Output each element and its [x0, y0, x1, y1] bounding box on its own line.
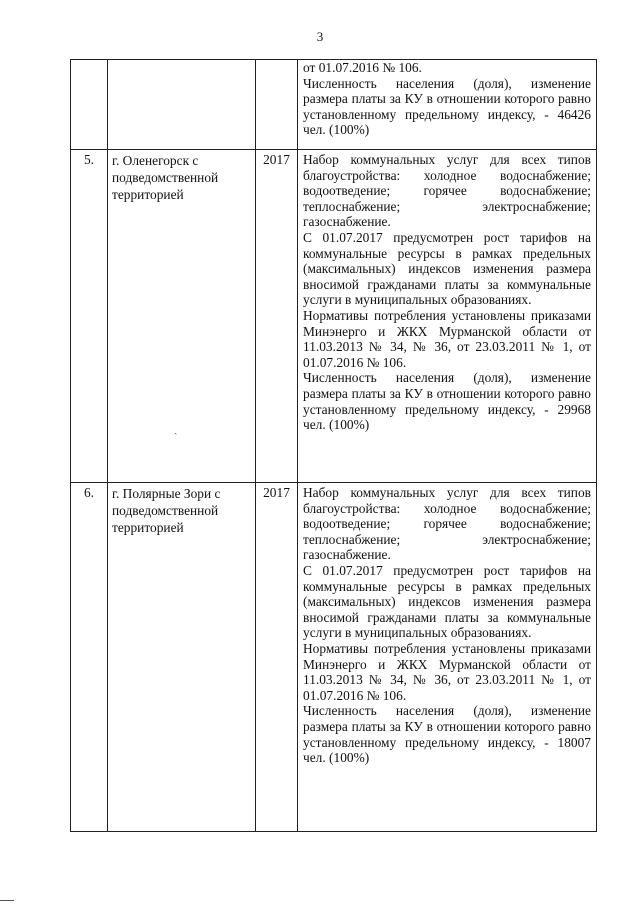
row-number-cell — [71, 60, 108, 150]
description-cell — [298, 483, 597, 832]
row-number: 6. — [83, 485, 95, 500]
row-number-cell — [71, 150, 108, 483]
description-cell — [298, 150, 597, 483]
row-number-cell — [71, 483, 108, 832]
description-paragraph: Численность населения (доля), изменение размера платы за КУ в отношении которого равно установленному предельному индексу, - 29968 чел. (100%) — [303, 370, 591, 433]
scan-speck: ˎ — [174, 424, 178, 435]
year: 2017 — [263, 485, 290, 500]
municipal-services-table — [70, 59, 597, 832]
year-cell — [256, 60, 298, 150]
description-paragraph: Численность населения (доля), изменение размера платы за КУ в отношении которого равно установленному предельному индексу, - 46426 чел. (100%) — [303, 75, 591, 138]
description-paragraph: С 01.07.2017 предусмотрен рост тарифов на коммунальные ресурсы в рамках предельных (максимальных) индексов изменения размера вносимой гражданами платы за коммунальные услуги в муниципальных образованиях. — [303, 229, 591, 308]
description-cell — [298, 60, 597, 150]
year-cell — [256, 150, 298, 483]
description-paragraph: С 01.07.2017 предусмотрен рост тарифов на коммунальные ресурсы в рамках предельных (максимальных) индексов изменения размера вносимой гражданами платы за коммунальные услуги в муниципальных образованиях. — [303, 562, 591, 641]
scan-edge-mark — [0, 900, 14, 901]
municipality-name: г. Оленегорск с подведомственной территорией — [112, 153, 219, 202]
description-paragraph: Нормативы потребления установлены приказами Минэнерго и ЖКХ Мурманской области от 11.03.2013 № 34, № 36, от 23.03.2011 № 1, от 01.07.2016 № 106. — [303, 640, 591, 703]
row-number — [71, 60, 107, 62]
description-paragraph: Численность населения (доля), изменение размера платы за КУ в отношении которого равно установленному предельному индексу, - 18007 чел. (100%) — [303, 703, 591, 766]
municipality-cell — [108, 60, 256, 150]
municipality-name: г. Полярные Зори с подведомственной территорией — [112, 486, 221, 535]
municipality-cell — [108, 483, 256, 832]
page-number: 3 — [316, 29, 324, 44]
year: 2017 — [263, 152, 290, 167]
description-paragraph: Набор коммунальных услуг для всех типов благоустройства: холодное водоснабжение; водоотведение; горячее водоснабжение; теплоснабжение; электроснабжение; газоснабжение. — [303, 152, 591, 230]
table-row — [71, 60, 597, 150]
year — [256, 60, 297, 62]
table-row — [71, 150, 597, 483]
table-row — [71, 483, 597, 832]
row-number: 5. — [83, 152, 95, 167]
municipality-cell — [108, 150, 256, 483]
year-cell — [256, 483, 298, 832]
description-paragraph: Набор коммунальных услуг для всех типов благоустройства: холодное водоснабжение; водоотведение; горячее водоснабжение; теплоснабжение; электроснабжение; газоснабжение. — [303, 485, 591, 563]
description-paragraph: Нормативы потребления установлены приказами Минэнерго и ЖКХ Мурманской области от 11.03.2013 № 34, № 36, от 23.03.2011 № 1, от 01.07.2016 № 106. — [303, 307, 591, 370]
municipality-name — [112, 60, 253, 62]
description-paragraph: от 01.07.2016 № 106. — [303, 60, 422, 75]
